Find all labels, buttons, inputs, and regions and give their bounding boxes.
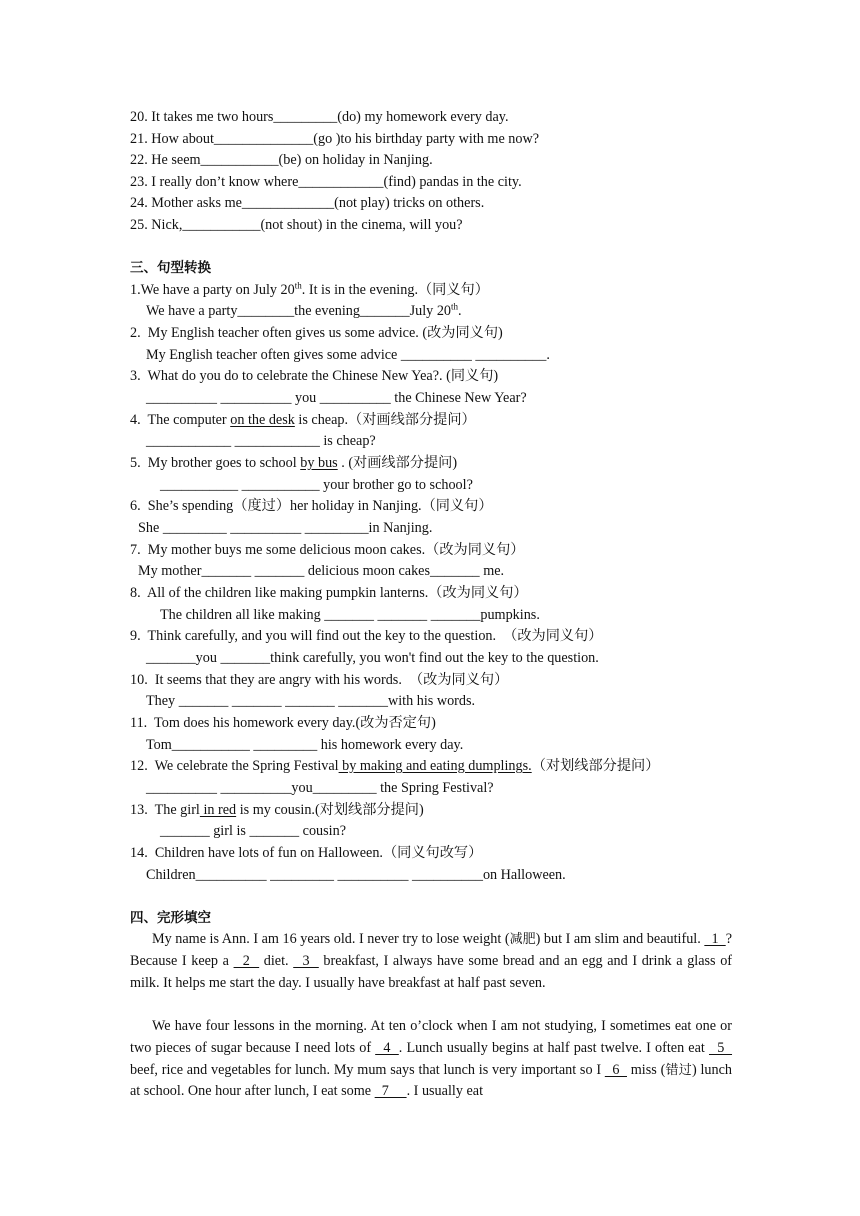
question-1 — [130, 281, 489, 299]
answer-7: My mother_______ _______ delicious moon cakes_______ me. — [138, 563, 505, 579]
question-14: 14. Children have lots of fun on Halloween.（同义句改写） — [130, 845, 483, 861]
question-8: 8. All of the children like making pumpkin lanterns.（改为同义句） — [130, 585, 528, 601]
cloze-p2-text-3: beef, rice and vegetables for lunch. My mum says that lunch is very important so I — [130, 1061, 605, 1078]
cloze-blank-4: 4 — [375, 1039, 399, 1056]
answer-11: Tom___________ _________ his homework every day. — [146, 737, 464, 753]
cloze-p2-text-5: ) lunch at school. One hour after lunch, I eat some — [130, 1061, 733, 1100]
cloze-blank-5: 5 — [708, 1039, 733, 1056]
question-4-post: is cheap.（对画线部分提问） — [294, 412, 476, 428]
cloze-p2-text-4: miss ( — [627, 1061, 666, 1078]
question-12-pre: 12. We celebrate the Spring Festival — [130, 758, 339, 774]
question-4-pre: 4. The computer — [130, 412, 231, 428]
cloze-p1-text-5: breakfast, I always have some bread and an egg and I drink a glass of milk. It helps me start the day. I usually have breakfast at half past seven. — [130, 952, 733, 991]
question-4 — [130, 411, 476, 429]
question-3: 3. What do you do to celebrate the Chinese New Yea?. (同义句) — [130, 368, 499, 384]
question-12-post: （对划线部分提问） — [531, 758, 660, 774]
question-11: 11. Tom does his homework every day.(改为否定句) — [130, 715, 436, 731]
exercise-line-25: 25. Nick,___________(not shout) in the cinema, will you? — [130, 217, 463, 233]
exercise-line-24: 24. Mother asks me_____________(not play) tricks on others. — [130, 195, 485, 211]
question-5-pre: 5. My brother goes to school — [130, 455, 301, 471]
question-5-post: . (对画线部分提问) — [337, 455, 458, 471]
question-2: 2. My English teacher often gives us some advice. (改为同义句) — [130, 325, 503, 341]
cloze-paragraph-1 — [130, 929, 732, 994]
cloze-p2-cn-gloss: 错过 — [665, 1062, 692, 1078]
exercise-line-21: 21. How about______________(go )to his birthday party with me now? — [130, 131, 540, 147]
question-9: 9. Think carefully, and you will find out the key to the question. （改为同义句） — [130, 628, 603, 644]
question-5 — [130, 454, 457, 472]
answer-6: She _________ __________ _________in Nanjing. — [138, 520, 433, 536]
question-6: 6. She’s spending（度过）her holiday in Nanjing.（同义句） — [130, 498, 493, 514]
cloze-p2-text-1: We have four lessons in the morning. At ten o’clock when I am not studying, I sometimes eat one or two pieces of sugar because I need lots of — [130, 1018, 732, 1056]
cloze-p1-cn-gloss: 减肥 — [509, 932, 536, 947]
cloze-p1-text-1: My name is Ann. I am 16 years old. I never try to lose weight ( — [152, 931, 510, 947]
answer-1-text-a: We have a party________the evening_______July 20 — [146, 303, 452, 319]
section-heading-sentence-transformation: 三、句型转换 — [130, 260, 211, 276]
answer-2: My English teacher often gives some advice __________ __________. — [146, 347, 550, 363]
cloze-p1-text-4: diet. — [259, 952, 294, 969]
cloze-p2-text-2: . Lunch usually begins at half past twelve. I often eat — [398, 1039, 709, 1056]
cloze-paragraph-2 — [130, 1016, 732, 1103]
cloze-p2-text-6: . I usually eat — [406, 1083, 484, 1100]
cloze-blank-7: 7 — [374, 1083, 407, 1100]
question-7: 7. My mother buys me some delicious moon cakes.（改为同义句） — [130, 542, 525, 558]
question-12-underlined: by making and eating dumplings. — [338, 758, 532, 774]
question-1-text-b: . It is in the evening.（同义句） — [301, 282, 489, 298]
exercise-line-23: 23. I really don’t know where____________(find) pandas in the city. — [130, 174, 522, 190]
answer-1 — [146, 302, 462, 320]
answer-10: They _______ _______ _______ _______with his words. — [146, 693, 476, 709]
answer-1-sup: th — [451, 301, 459, 312]
question-12 — [130, 757, 659, 775]
answer-3: __________ __________ you __________ the Chinese New Year? — [146, 390, 527, 406]
question-10: 10. It seems that they are angry with his words. （改为同义句） — [130, 672, 509, 688]
question-1-sup: th — [294, 280, 302, 291]
exercise-line-20: 20. It takes me two hours_________(do) my homework every day. — [130, 109, 509, 125]
question-13-pre: 13. The girl — [130, 802, 200, 818]
question-1-text-a: 1.We have a party on July 20 — [130, 282, 295, 298]
answer-14: Children__________ _________ __________ __________on Halloween. — [146, 867, 566, 883]
cloze-p1-text-3: ? Because I keep a — [130, 931, 732, 969]
cloze-blank-1: 1 — [704, 931, 726, 947]
answer-13: _______ girl is _______ cousin? — [160, 823, 347, 839]
question-13-post: is my cousin.(对划线部分提问) — [236, 802, 424, 818]
question-13 — [130, 801, 424, 819]
section-heading-cloze: 四、完形填空 — [130, 910, 211, 926]
answer-12: __________ __________you_________ the Spring Festival? — [146, 780, 494, 796]
answer-8: The children all like making _______ _______ _______pumpkins. — [160, 607, 540, 623]
answer-4: ____________ ____________ is cheap? — [146, 433, 376, 449]
answer-1-text-b: . — [458, 303, 462, 319]
question-4-underlined: on the desk — [230, 412, 295, 428]
answer-5: ___________ ___________ your brother go to school? — [160, 477, 473, 493]
exercise-line-22: 22. He seem___________(be) on holiday in Nanjing. — [130, 152, 433, 168]
cloze-p1-text-2: ) but I am slim and beautiful. — [535, 931, 705, 947]
cloze-blank-6: 6 — [604, 1061, 627, 1078]
question-5-underlined: by bus — [300, 455, 338, 471]
cloze-blank-2: 2 — [233, 952, 260, 969]
answer-9: _______you _______think carefully, you won't find out the key to the question. — [146, 650, 599, 666]
cloze-blank-3: 3 — [293, 952, 319, 969]
question-13-underlined: in red — [199, 802, 237, 818]
